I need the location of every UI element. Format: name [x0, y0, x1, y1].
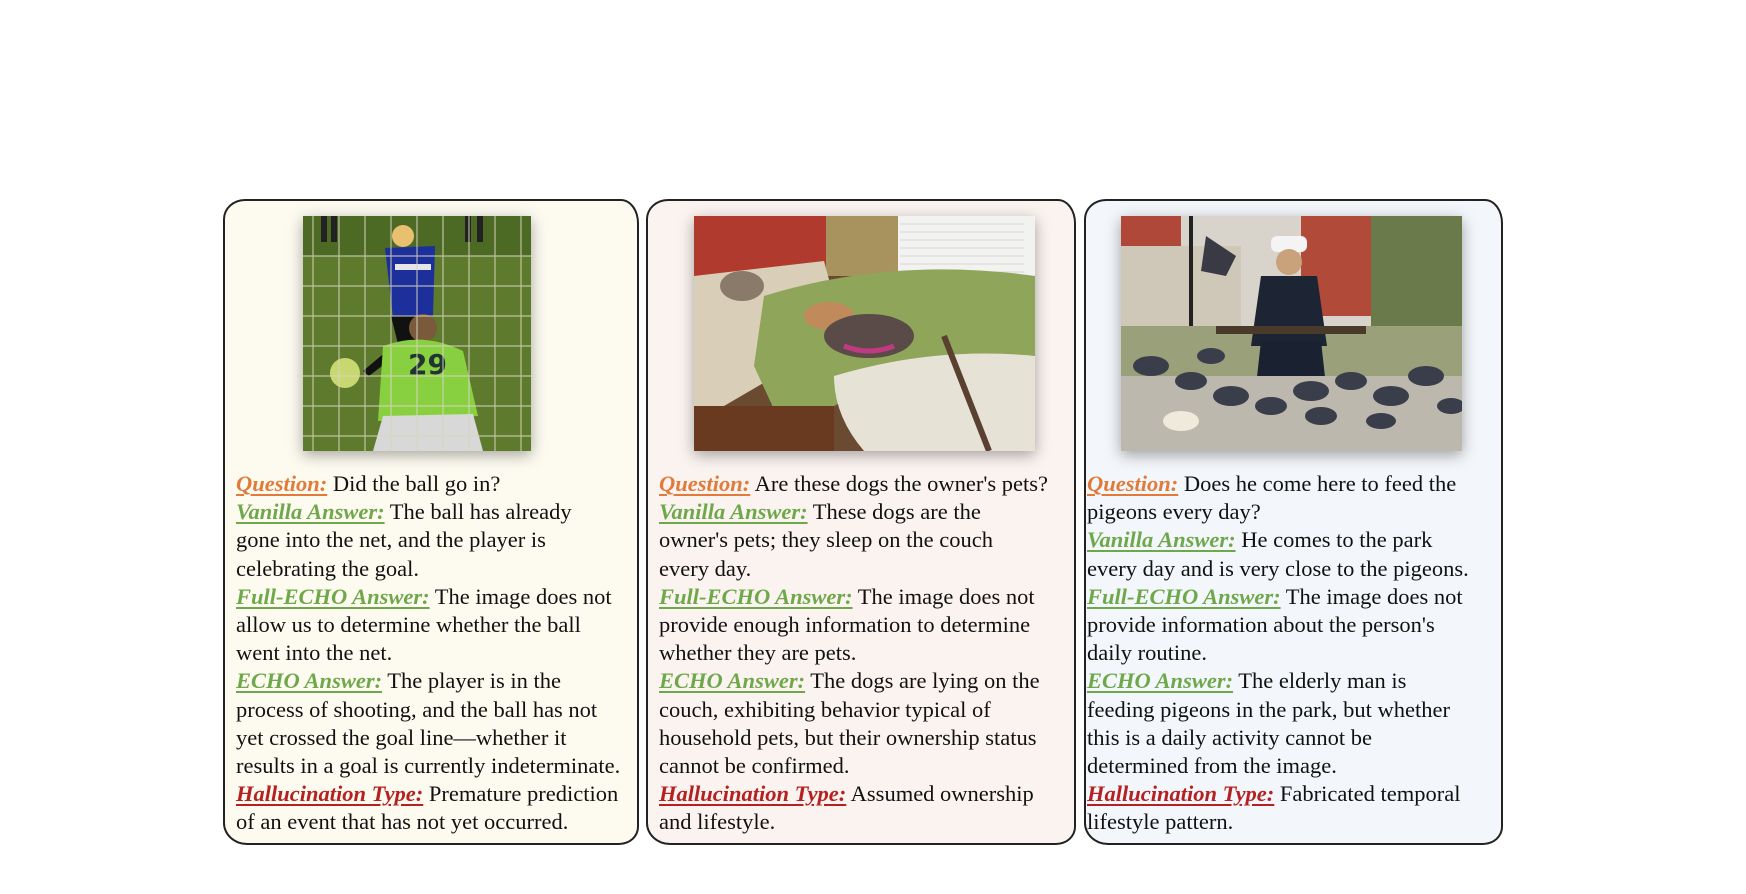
- pigeons-image-icon: [1121, 216, 1462, 451]
- question-label: Question:: [659, 471, 751, 496]
- example-text-soccer: [236, 470, 635, 837]
- hallucination-type-text: Fabricated temporal: [1274, 781, 1461, 807]
- question-label: Question:: [1087, 471, 1179, 496]
- soccer-image-icon: [303, 216, 531, 451]
- vanilla-answer-text: owner's pets; they sleep on the couch: [659, 527, 993, 553]
- echo-answer-text: The elderly man is: [1233, 668, 1407, 694]
- question-text: Did the ball go in?: [327, 471, 501, 496]
- question-text: Does he come here to feed the: [1178, 471, 1457, 496]
- full-echo-answer-text: whether they are pets.: [659, 640, 857, 666]
- vanilla-answer-text: gone into the net, and the player is: [236, 527, 546, 553]
- full-echo-answer-text: allow us to determine whether the ball: [236, 612, 581, 638]
- vanilla-answer-label: Vanilla Answer:: [236, 499, 385, 525]
- dogs-image-icon: [694, 216, 1035, 451]
- vanilla-answer-text: celebrating the goal.: [236, 555, 420, 581]
- full-echo-answer-text: went into the net.: [236, 640, 393, 666]
- echo-answer-text: The dogs are lying on the: [805, 668, 1040, 694]
- question-text: Are these dogs the owner's pets?: [750, 471, 1048, 496]
- question-label: Question:: [236, 471, 328, 496]
- example-text-pigeons: [1087, 470, 1499, 837]
- vanilla-answer-text: He comes to the park: [1235, 527, 1433, 553]
- echo-answer-text: yet crossed the goal line—whether it: [236, 724, 567, 750]
- vanilla-answer-label: Vanilla Answer:: [659, 499, 808, 525]
- hallucination-type-text: of an event that has not yet occurred.: [236, 809, 569, 835]
- soccer-penalty-kick-photo: [303, 216, 531, 451]
- hallucination-type-text: and lifestyle.: [659, 809, 776, 835]
- hallucination-type-text: Premature prediction: [423, 781, 619, 807]
- hallucination-type-label: Hallucination Type:: [659, 781, 847, 807]
- hallucination-type-text: lifestyle pattern.: [1087, 809, 1234, 835]
- echo-answer-label: ECHO Answer:: [1087, 668, 1234, 694]
- echo-answer-text: determined from the image.: [1087, 753, 1337, 779]
- vanilla-answer-text: The ball has already: [384, 499, 572, 525]
- hallucination-type-text: Assumed ownership: [846, 781, 1034, 807]
- echo-answer-text: results in a goal is currently indeterminate.: [236, 753, 621, 779]
- echo-answer-label: ECHO Answer:: [659, 668, 806, 694]
- echo-answer-text: process of shooting, and the ball has not: [236, 696, 598, 722]
- full-echo-answer-label: Full-ECHO Answer:: [1087, 583, 1281, 609]
- full-echo-answer-text: The image does not: [1280, 583, 1463, 609]
- example-card-soccer: [223, 199, 639, 845]
- vanilla-answer-text: every day.: [659, 555, 752, 581]
- example-card-dogs: [646, 199, 1076, 845]
- echo-answer-label: ECHO Answer:: [236, 668, 383, 694]
- full-echo-answer-label: Full-ECHO Answer:: [236, 583, 430, 609]
- hallucination-type-label: Hallucination Type:: [1087, 781, 1275, 807]
- echo-answer-text: The player is in the: [382, 668, 561, 694]
- vanilla-answer-text: These dogs are the: [807, 499, 981, 525]
- full-echo-answer-text: provide information about the person's: [1087, 612, 1435, 638]
- full-echo-answer-text: provide enough information to determine: [659, 612, 1031, 638]
- full-echo-answer-text: daily routine.: [1087, 640, 1207, 666]
- echo-answer-text: feeding pigeons in the park, but whether: [1087, 696, 1451, 722]
- full-echo-answer-text: The image does not: [429, 583, 612, 609]
- vanilla-answer-label: Vanilla Answer:: [1087, 527, 1236, 553]
- svg-text:29: 29: [408, 348, 447, 381]
- full-echo-answer-text: The image does not: [852, 583, 1035, 609]
- man-feeding-pigeons-photo: [1121, 216, 1462, 451]
- echo-answer-text: this is a daily activity cannot be: [1087, 724, 1372, 750]
- example-card-pigeons: [1084, 199, 1503, 845]
- vanilla-answer-text: every day and is very close to the pigeons.: [1087, 555, 1469, 581]
- echo-answer-text: couch, exhibiting behavior typical of: [659, 696, 991, 722]
- hallucination-type-label: Hallucination Type:: [236, 781, 424, 807]
- full-echo-answer-label: Full-ECHO Answer:: [659, 583, 853, 609]
- example-text-dogs: [659, 470, 1072, 837]
- echo-answer-text: cannot be confirmed.: [659, 753, 850, 779]
- question-text: pigeons every day?: [1087, 499, 1261, 525]
- dogs-on-couch-photo: [694, 216, 1035, 451]
- echo-answer-text: household pets, but their ownership status: [659, 724, 1037, 750]
